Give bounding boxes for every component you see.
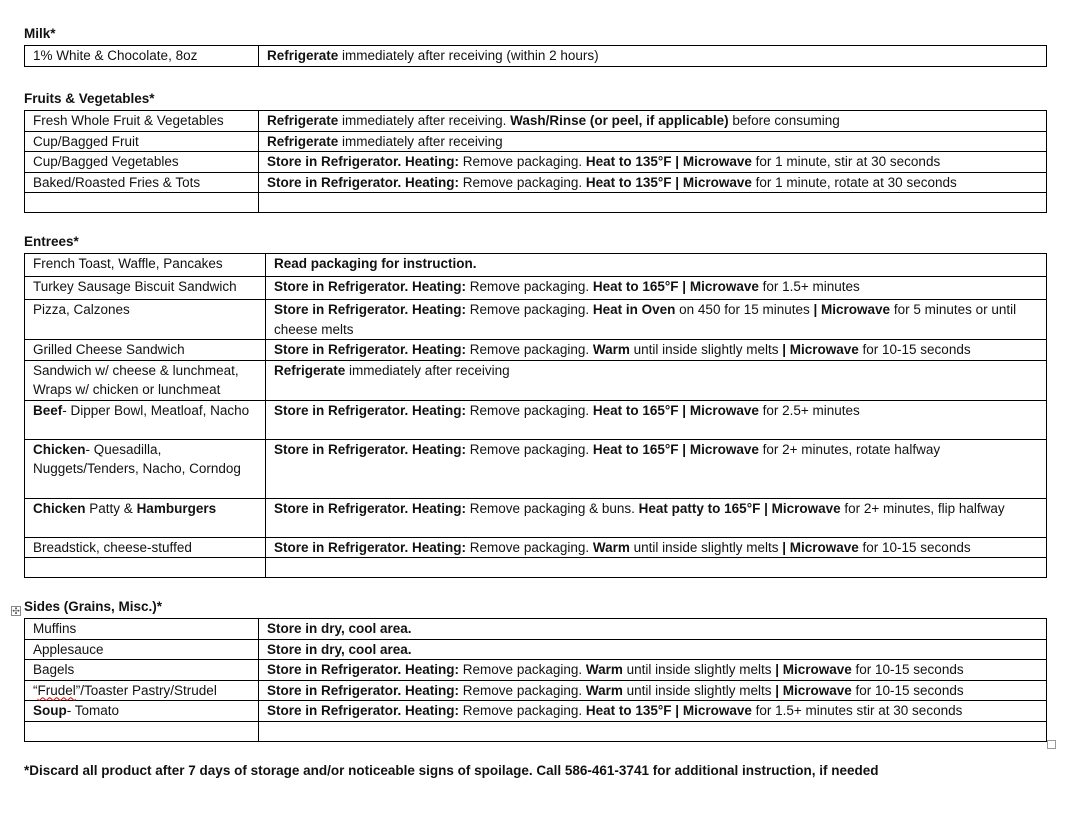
table-row (25, 680, 1047, 701)
instruction-cell: Store in Refrigerator. Heating: Remove packaging. Heat to 165°F | Microwave for 2.5+ minutes (266, 400, 1047, 439)
sides-table (24, 618, 1047, 742)
instruction-cell: Store in Refrigerator. Heating: Remove packaging. Heat to 135°F | Microwave for 1 minute, rotate at 30 seconds (259, 172, 1047, 193)
item-cell: Grilled Cheese Sandwich (25, 340, 266, 361)
instruction-cell: Refrigerate immediately after receiving (259, 131, 1047, 152)
footer-note: *Discard all product after 7 days of storage and/or noticeable signs of spoilage. Call 586-461-3741 for additional instruction, if needed (24, 763, 879, 778)
item-cell: Cup/Bagged Fruit (25, 131, 259, 152)
table-row (25, 277, 1047, 300)
item-cell: “Frudel”/Toaster Pastry/Strudel (25, 680, 259, 701)
section-title-fruits: Fruits & Vegetables* (24, 91, 155, 106)
item-cell: Sandwich w/ cheese & lunchmeat, Wraps w/ chicken or lunchmeat (25, 360, 266, 400)
table-row (25, 701, 1047, 722)
item-cell: Baked/Roasted Fries & Tots (25, 172, 259, 193)
section-title-milk: Milk* (24, 26, 56, 41)
instruction-cell: Store in Refrigerator. Heating: Remove packaging. Warm until inside slightly melts | Microwave for 10-15 seconds (259, 660, 1047, 681)
table-row (25, 537, 1047, 558)
move-handle-icon[interactable]: ✣ (12, 606, 20, 616)
empty-row (25, 558, 1047, 578)
item-cell: Chicken Patty & Hamburgers (25, 498, 266, 537)
item-cell: Muffins (25, 619, 259, 640)
item-cell: Chicken- Quesadilla, Nuggets/Tenders, Nacho, Corndog (25, 439, 266, 498)
instruction-cell: Refrigerate immediately after receiving. Wash/Rinse (or peel, if applicable) before consuming (259, 111, 1047, 132)
table-row (25, 300, 1047, 340)
instruction-cell: Store in Refrigerator. Heating: Remove packaging. Heat in Oven on 450 for 15 minutes | Microwave for 5 minutes or until cheese melts (266, 300, 1047, 340)
item-cell: Bagels (25, 660, 259, 681)
table-row (25, 360, 1047, 400)
table-row (25, 172, 1047, 193)
resize-handle-icon[interactable] (1047, 740, 1056, 749)
table-row (25, 660, 1047, 681)
table-row (25, 152, 1047, 173)
table-row (25, 498, 1047, 537)
empty-row (25, 721, 1047, 741)
table-row (25, 46, 1047, 67)
item-cell: Pizza, Calzones (25, 300, 266, 340)
instruction-cell: Store in Refrigerator. Heating: Remove packaging. Heat to 135°F | Microwave for 1.5+ minutes stir at 30 seconds (259, 701, 1047, 722)
table-row (25, 439, 1047, 498)
instruction-cell: Store in Refrigerator. Heating: Remove packaging. Warm until inside slightly melts | Microwave for 10-15 seconds (259, 680, 1047, 701)
instruction-cell: Read packaging for instruction. (266, 254, 1047, 277)
instruction-cell: Refrigerate immediately after receiving (266, 360, 1047, 400)
table-row (25, 639, 1047, 660)
instruction-cell: Store in dry, cool area. (259, 639, 1047, 660)
entrees-table (24, 253, 1047, 578)
item-cell: Beef- Dipper Bowl, Meatloaf, Nacho (25, 400, 266, 439)
spellcheck-word: Frudel (37, 682, 76, 698)
item-cell: French Toast, Waffle, Pancakes (25, 254, 266, 277)
table-row (25, 340, 1047, 361)
item-cell: Turkey Sausage Biscuit Sandwich (25, 277, 266, 300)
table-row (25, 131, 1047, 152)
section-title-entrees: Entrees* (24, 234, 79, 249)
fruits-table (24, 110, 1047, 213)
instruction-cell: Store in Refrigerator. Heating: Remove packaging. Heat to 165°F | Microwave for 2+ minutes, rotate halfway (266, 439, 1047, 498)
table-row (25, 111, 1047, 132)
item-cell: Breadstick, cheese-stuffed (25, 537, 266, 558)
instruction-cell: Store in dry, cool area. (259, 619, 1047, 640)
instruction-cell: Store in Refrigerator. Heating: Remove packaging. Heat to 135°F | Microwave for 1 minute, stir at 30 seconds (259, 152, 1047, 173)
instruction-cell: Store in Refrigerator. Heating: Remove packaging. Warm until inside slightly melts | Microwave for 10-15 seconds (266, 537, 1047, 558)
item-cell: Soup- Tomato (25, 701, 259, 722)
section-title-sides: Sides (Grains, Misc.)* (24, 599, 163, 614)
item-cell: Fresh Whole Fruit & Vegetables (25, 111, 259, 132)
table-row (25, 254, 1047, 277)
instruction-cell: Refrigerate immediately after receiving (within 2 hours) (259, 46, 1047, 67)
item-cell: Applesauce (25, 639, 259, 660)
instruction-cell: Store in Refrigerator. Heating: Remove packaging. Heat to 165°F | Microwave for 1.5+ minutes (266, 277, 1047, 300)
milk-table (24, 45, 1047, 67)
item-cell: Cup/Bagged Vegetables (25, 152, 259, 173)
table-row (25, 619, 1047, 640)
instruction-cell: Store in Refrigerator. Heating: Remove packaging & buns. Heat patty to 165°F | Microwave for 2+ minutes, flip halfway (266, 498, 1047, 537)
empty-row (25, 193, 1047, 213)
table-row (25, 400, 1047, 439)
instruction-cell: Store in Refrigerator. Heating: Remove packaging. Warm until inside slightly melts | Microwave for 10-15 seconds (266, 340, 1047, 361)
item-cell: 1% White & Chocolate, 8oz (25, 46, 259, 67)
